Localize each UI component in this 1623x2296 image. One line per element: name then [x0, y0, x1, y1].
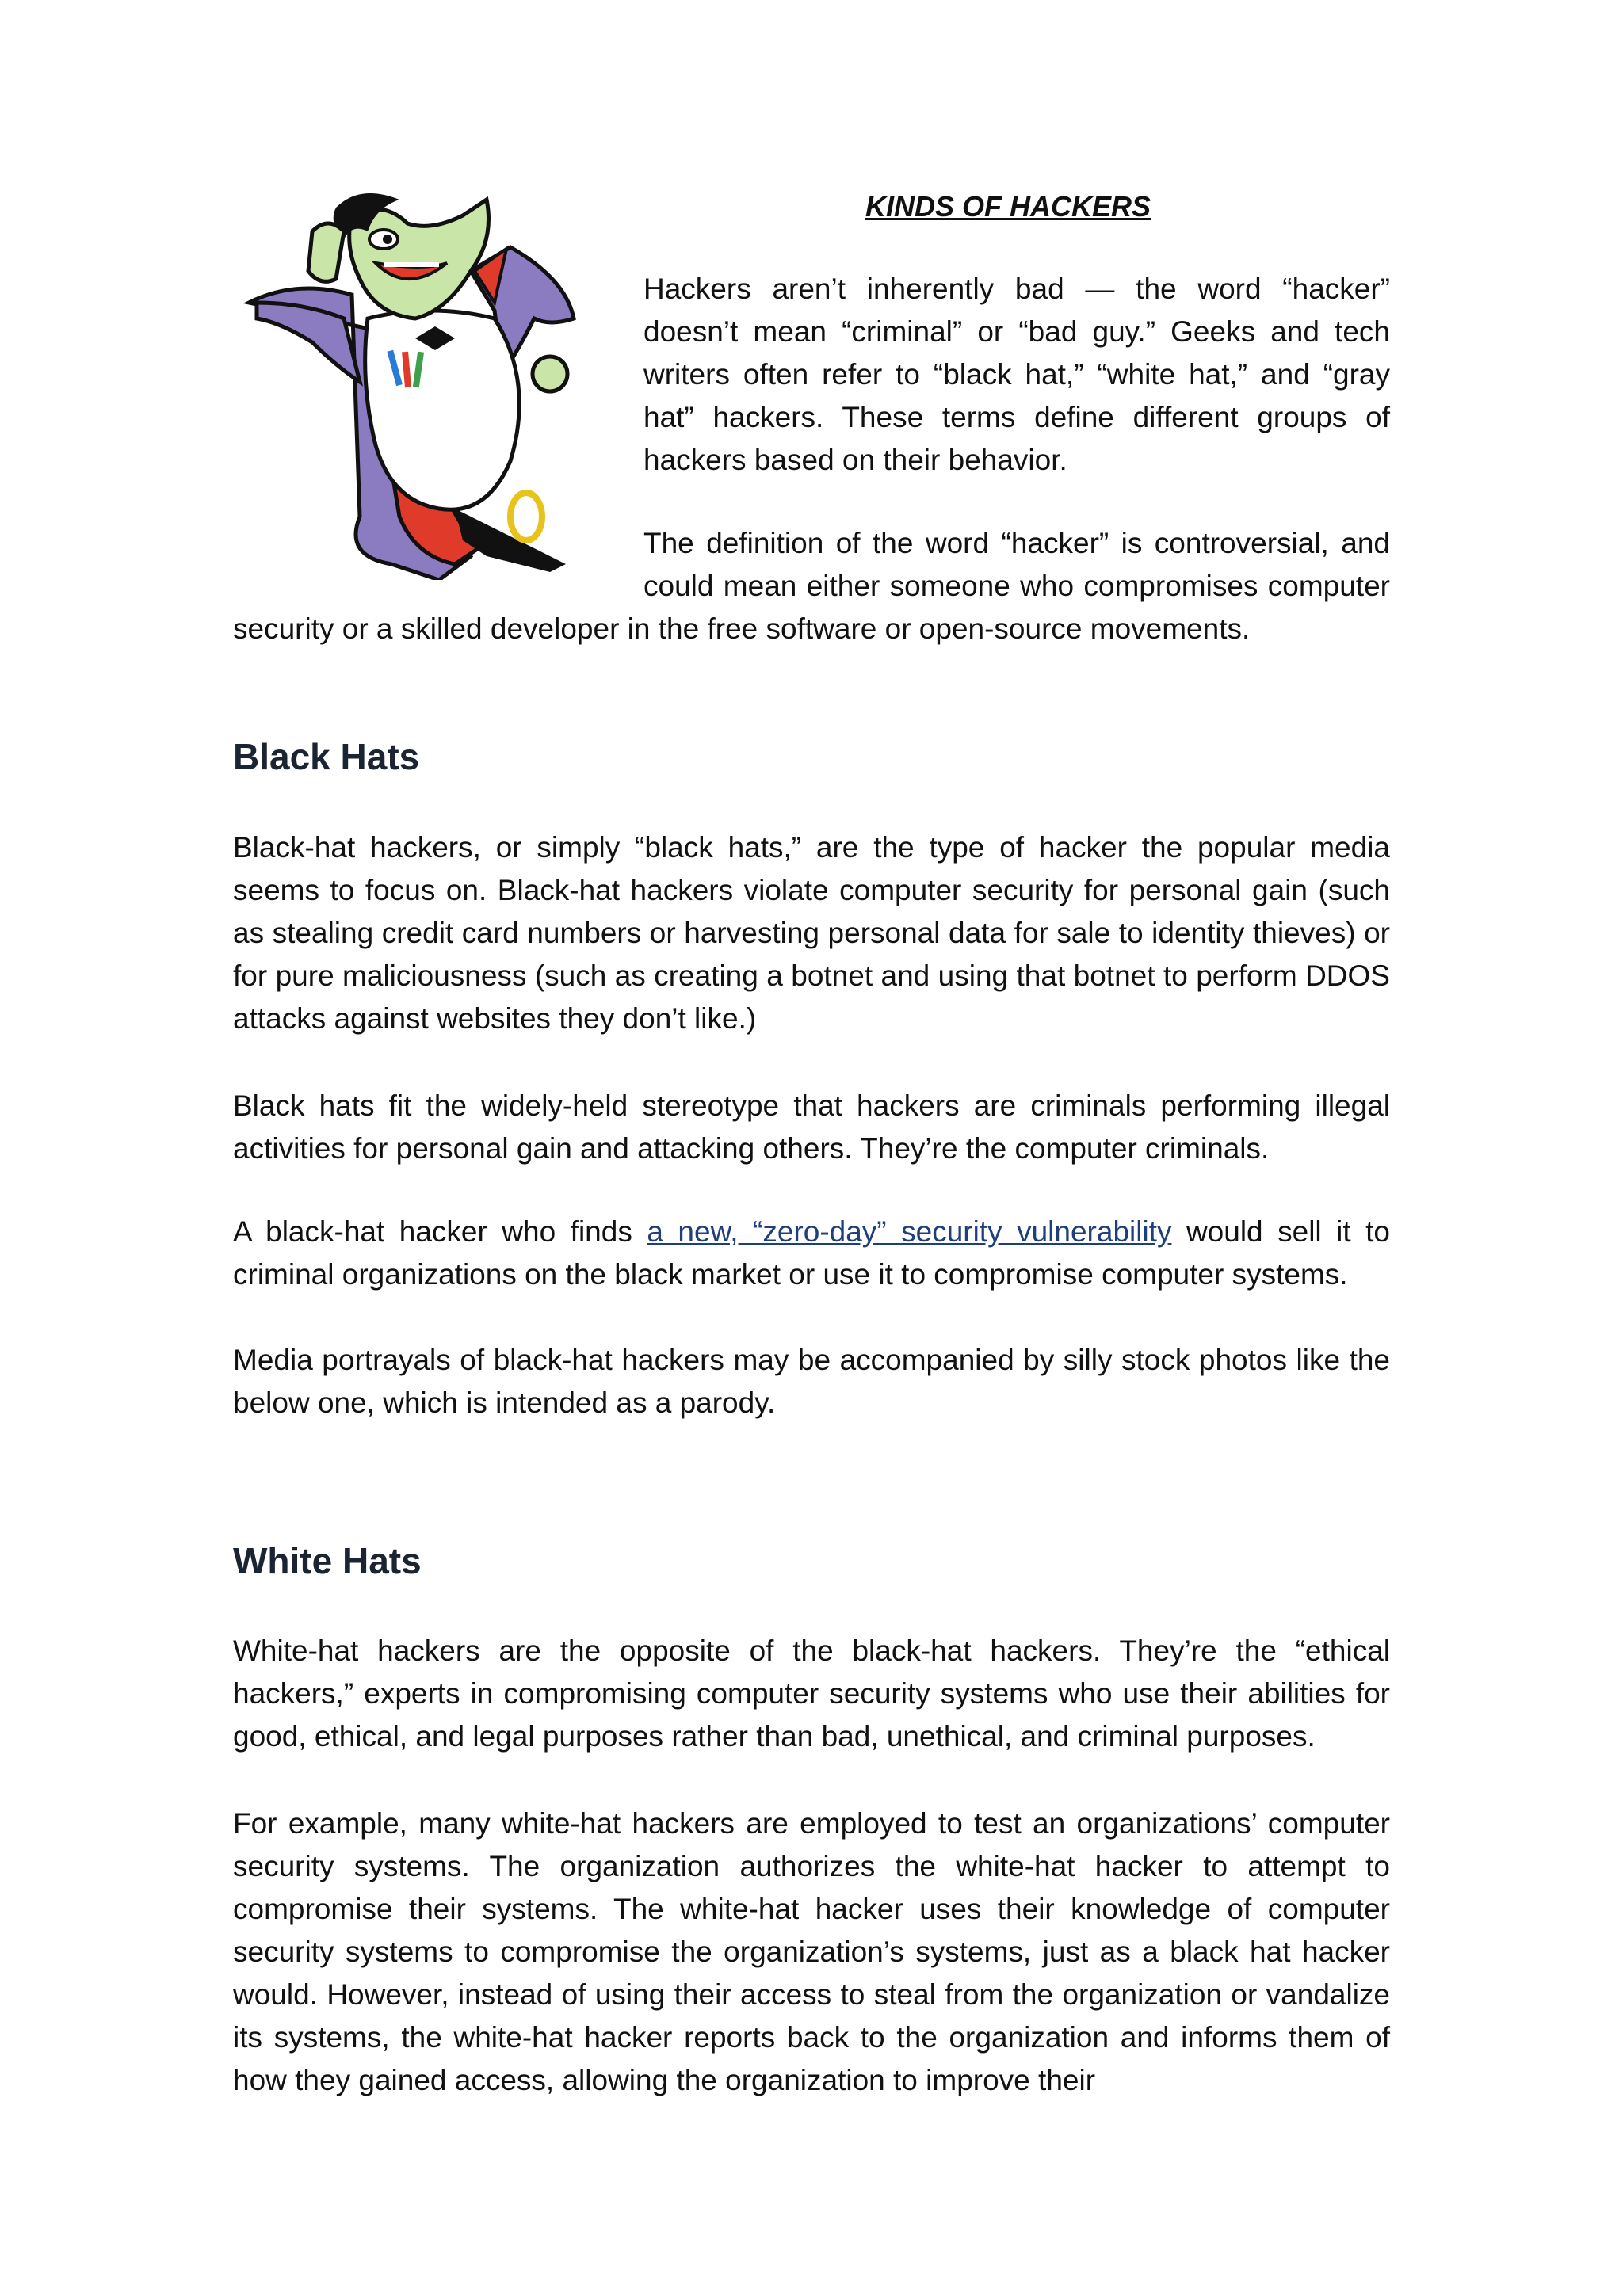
- white-hats-paragraph-1: White-hat hackers are the opposite of the black-hat hackers. They’re the “ethical hackers,” experts in compromising computer security systems who use their abilities for good, ethical, and legal purposes rather than bad, unethical, and criminal purposes.: [233, 1634, 1390, 1753]
- black-hats-paragraph-1: Black-hat hackers, or simply “black hats,” are the type of hacker the popular media seems to focus on. Black-hat hackers violate computer security for personal gain (such as stealing credit card numbers or harvesting personal data for sale to identity thieves) or for pure maliciousness (such as creating a botnet and using that botnet to perform DDOS attacks against websites they don’t like.): [233, 831, 1390, 1035]
- zero-day-vulnerability-link[interactable]: a new, “zero-day” security vulnerability: [647, 1215, 1172, 1248]
- intro-paragraph-2: The definition of the word “hacker” is controversial, and could mean either someone who compromises computer security or a skilled developer in the free software or open-source movements.: [233, 527, 1390, 645]
- white-hats-paragraph-2: For example, many white-hat hackers are employed to test an organizations’ computer security systems. The organization authorizes the white-hat hacker to attempt to compromise their systems. The white-hat hacker uses their knowledge of computer security systems to compromise the organization’s systems, just as a black hat hacker would. However, instead of using their access to steal from the organization or vandalize its systems, the white-hat hacker reports back to the organization and informs them of how they gained access, allowing the organization to improve their: [233, 1807, 1390, 2096]
- black-hats-paragraph-3: [233, 1211, 1390, 1296]
- black-hats-paragraph-4: Media portrayals of black-hat hackers may be accompanied by silly stock photos like the below one, which is intended as a parody.: [233, 1344, 1390, 1419]
- page-title: KINDS OF HACKERS: [865, 190, 1151, 223]
- intro-paragraph-1: Hackers aren’t inherently bad — the word “hacker” doesn’t mean “criminal” or “bad guy.” Geeks and tech writers often refer to “black hat,” “white hat,” and “gray hat” hackers. These terms define different groups of hackers based on their behavior.: [643, 273, 1390, 476]
- black-hats-paragraph-2: Black hats fit the widely-held stereotype that hackers are criminals performing illegal activities for personal gain and attacking others. They’re the computer criminals.: [233, 1089, 1390, 1165]
- white-hats-heading: White Hats: [233, 1540, 422, 1581]
- black-hats-p3-text-before: A black-hat hacker who finds: [233, 1215, 647, 1248]
- cartoon-hacker-image: [233, 184, 629, 580]
- intro-section: [233, 268, 1390, 650]
- black-hats-p3-text-after: would sell it to criminal organizations on the black market or use it to compromise computer systems.: [233, 1215, 1390, 1291]
- black-hats-heading: Black Hats: [233, 736, 420, 777]
